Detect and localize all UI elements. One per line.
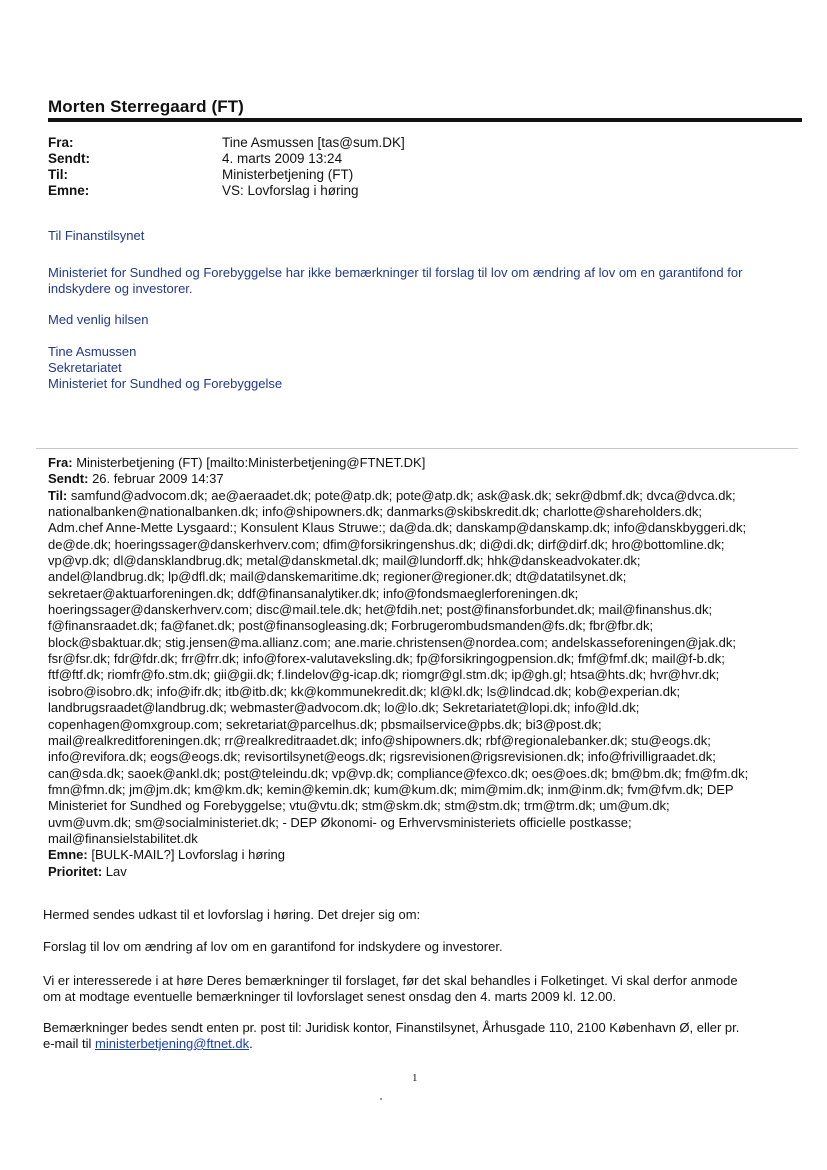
- message-paragraph-4-line-2: [43, 1036, 813, 1052]
- from-label: Fra:: [48, 135, 74, 150]
- recipient-line: fmn@fmn.dk; jm@jm.dk; km@km.dk; kemin@kemin.dk; kum@kum.dk; mim@mim.dk; inm@inm.dk; fvm@fvm.dk; DEP: [48, 781, 734, 797]
- to-label: Til:: [48, 167, 68, 182]
- recipient-line: landbrugsraadet@landbrug.dk; webmaster@advocom.dk; lo@lo.dk; Sekretariatet@lopi.dk; info@ld.dk;: [48, 700, 640, 716]
- recipient-line: Adm.chef Anne-Mette Lysgaard:; Konsulent Klaus Struwe:; da@da.dk; danskamp@danskamp.dk; info@danskbyggeri.dk;: [48, 520, 747, 536]
- header-divider: [48, 118, 802, 122]
- forwarded-priority-value: Lav: [105, 863, 127, 879]
- recipient-list: [48, 504, 804, 847]
- reply-body-line-1: Ministeriet for Sundhed og Forebyggelse har ikke bemærkninger til forslag til lov om ændring af lov om en garantifond for: [48, 265, 743, 280]
- reply-body-line-2: indskydere og investorer.: [48, 281, 193, 296]
- page-number: 1: [412, 1072, 418, 1084]
- reply-greeting: Til Finanstilsynet: [48, 228, 145, 243]
- signature-name: Tine Asmussen: [48, 344, 137, 359]
- forwarded-subject-value: [BULK-MAIL?] Lovforslag i høring: [91, 847, 285, 863]
- recipient-line: uvm@uvm.dk; sm@socialministeriet.dk; - DEP Økonomi- og Erhvervsministeriets officielle postkasse;: [48, 814, 632, 830]
- header-subject-row: [48, 183, 405, 199]
- recipient-line: de@de.dk; hoeringssager@danskerhverv.com; dfim@forsikringenshus.dk; di@di.dk; dirf@dirf.dk; hro@bottomline.dk;: [48, 536, 725, 552]
- forwarded-to-first-row: [48, 488, 804, 504]
- recipient-line: ftf@ftf.dk; riomfr@fo.stm.dk; gii@gii.dk; f.lindelov@g-icap.dk; riomgr@gl.stm.dk; ip@gh.gl; htsa@hts.dk; hvr@hvr.dk;: [48, 667, 720, 683]
- forwarded-subject-label: Emne:: [48, 847, 88, 863]
- to-value: Ministerbetjening (FT): [222, 167, 354, 182]
- forwarded-header: [48, 455, 804, 880]
- message-paragraph-2: Forslag til lov om ændring af lov om en garantifond for indskydere og investorer.: [43, 939, 503, 954]
- sent-value: 4. marts 2009 13:24: [222, 151, 343, 166]
- recipient-line: hoeringssager@danskerhverv.com; disc@mail.tele.dk; het@fdih.net; post@finansforbundet.dk; mail@finanshus.dk;: [48, 602, 713, 618]
- message-paragraph-3: [43, 973, 813, 1005]
- mailbox-owner-name: Morten Sterregaard (FT): [48, 97, 244, 116]
- recipient-line: Ministeriet for Sundhed og Forebyggelse; vtu@vtu.dk; stm@skm.dk; stm@stm.dk; trm@trm.dk; um@um.dk;: [48, 798, 670, 814]
- forwarded-subject-row: [48, 847, 804, 863]
- signature-department: Sekretariatet: [48, 360, 122, 375]
- recipient-line: fsr@fsr.dk; fdr@fdr.dk; frr@frr.dk; info@forex-valutaveksling.dk; fp@forsikringogpension.dk; fmf@fmf.dk; mail@f-b.dk;: [48, 651, 725, 667]
- contact-email-link[interactable]: ministerbetjening@ftnet.dk: [95, 1036, 250, 1051]
- recipient-line: nationalbanken@nationalbanken.dk; info@shipowners.dk; danmarks@skibskredit.dk; charlotte@shareholders.dk;: [48, 504, 703, 520]
- message-paragraph-3-line-2: om at modtage eventuelle bemærkninger til lovforslaget senest onsdag den 4. marts 2009 kl. 12.00.: [43, 989, 617, 1004]
- forwarded-priority-row: [48, 864, 804, 880]
- forwarded-priority-label: Prioritet:: [48, 863, 103, 879]
- forwarded-sent-row: [48, 471, 804, 487]
- recipient-line: info@revifora.dk; eogs@eogs.dk; revisortilsynet@eogs.dk; rigsrevisionen@rigsrevisionen.dk; info@frivilligraadet.dk;: [48, 749, 716, 765]
- forwarded-from-value: Ministerbetjening (FT) [mailto:Ministerbetjening@FTNET.DK]: [76, 455, 426, 470]
- reply-body: [48, 265, 808, 297]
- forwarded-from-label: Fra:: [48, 455, 73, 470]
- from-value: Tine Asmussen [tas@sum.DK]: [222, 135, 405, 150]
- email-suffix: .: [249, 1036, 253, 1051]
- forwarded-to-first-line: samfund@advocom.dk; ae@aeraadet.dk; pote@atp.dk; pote@atp.dk; ask@ask.dk; sekr@dbmf.dk; dvca@dvca.dk;: [70, 487, 736, 503]
- header-to-row: [48, 167, 405, 183]
- reply-signature: [48, 344, 808, 392]
- recipient-line: andel@landbrug.dk; lp@dfl.dk; mail@danskemaritime.dk; regioner@regioner.dk; dt@datatilsynet.dk;: [48, 569, 627, 585]
- recipient-line: block@sbaktuar.dk; stig.jensen@ma.allianz.com; ane.marie.christensen@nordea.com; andelskasseforeningen@jak.dk;: [48, 634, 736, 650]
- forward-divider: [36, 448, 798, 449]
- recipient-line: mail@finansielstabilitet.dk: [48, 830, 198, 846]
- recipient-line: can@sda.dk; saoek@ankl.dk; post@teleindu.dk; vp@vp.dk; compliance@fexco.dk; oes@oes.dk; bm@bm.dk; fm@fm.dk;: [48, 765, 749, 781]
- recipient-line: sekretaer@aktuarforeningen.dk; ddf@finansanalytiker.dk; info@fondsmaeglerforeningen.dk;: [48, 585, 579, 601]
- forwarded-sent-label: Sendt:: [48, 471, 89, 487]
- sent-label: Sendt:: [48, 151, 90, 166]
- message-paragraph-4-line-1: Bemærkninger bedes sendt enten pr. post til: Juridisk kontor, Finanstilsynet, Århusgade 110, 2100 København Ø, eller pr.: [43, 1020, 740, 1035]
- forwarded-to-label: Til:: [48, 487, 68, 503]
- email-header: [48, 135, 405, 199]
- recipient-line: copenhagen@omxgroup.com; sekretariat@parcelhus.dk; pbsmailservice@pbs.dk; bi3@post.dk;: [48, 716, 602, 732]
- recipient-line: isobro@isobro.dk; info@ifr.dk; itb@itb.dk; kk@kommunekredit.dk; kl@kl.dk; ls@lindcad.dk; kob@experian.dk;: [48, 683, 681, 699]
- message-paragraph-4: [43, 1020, 813, 1052]
- message-paragraph-3-line-1: Vi er interesserede i at høre Deres bemærkninger til forslaget, før det skal behandles i Folketinget. Vi skal derfor anmode: [43, 973, 738, 988]
- subject-label: Emne:: [48, 183, 90, 198]
- forwarded-sent-value: 26. februar 2009 14:37: [92, 471, 224, 487]
- message-paragraph-1: Hermed sendes udkast til et lovforslag i høring. Det drejer sig om:: [43, 907, 421, 922]
- signature-organization: Ministeriet for Sundhed og Forebyggelse: [48, 376, 283, 391]
- reply-closing: Med venlig hilsen: [48, 312, 149, 327]
- scan-speck: [380, 1098, 382, 1100]
- email-prefix: e-mail til: [43, 1036, 96, 1051]
- header-sent-row: [48, 151, 405, 167]
- recipient-line: vp@vp.dk; dl@dansklandbrug.dk; metal@danskmetal.dk; mail@lundorff.dk; hhk@danskeadvokater.dk;: [48, 553, 641, 569]
- header-from-row: [48, 135, 405, 151]
- subject-value: VS: Lovforslag i høring: [222, 183, 359, 198]
- recipient-line: mail@realkreditforeningen.dk; rr@realkreditraadet.dk; info@shipowners.dk; rbf@regionalebanker.dk; stu@eogs.dk;: [48, 732, 711, 748]
- recipient-line: f@finansraadet.dk; fa@fanet.dk; post@finansogleasing.dk; Forbrugerombudsmanden@fs.dk; fbr@fbr.dk;: [48, 618, 654, 634]
- forwarded-from-row: [48, 455, 804, 471]
